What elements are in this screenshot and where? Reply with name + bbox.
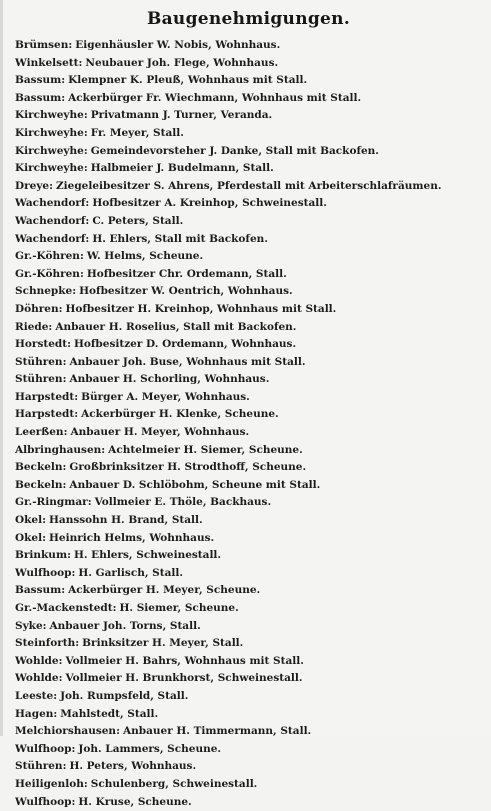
entry-separator: : [83,126,88,139]
entry-separator: : [87,496,92,509]
entry-place: Stühren [15,355,63,368]
entry-place: Okel [15,531,43,544]
entry-separator: : [71,566,76,579]
list-item [15,653,489,671]
entry-text: Anbauer D. Schlöbohm, Scheune mit Stall. [69,478,321,491]
entry-separator: : [58,654,63,667]
entry-text: H. Kruse, Scheune. [78,795,192,808]
entry-separator: : [62,355,67,368]
entry-place: Gr.-Köhren [15,250,80,263]
list-item [15,723,489,741]
entry-separator: : [67,338,71,351]
entry-text: H. Ehlers, Stall mit Backofen. [92,232,268,245]
entry-text: C. Peters, Stall. [92,214,184,227]
entry-text: Schulenberg, Schweinestall. [90,777,258,790]
entry-separator: : [42,619,47,632]
list-item [15,565,489,583]
entry-text: Vollmeier H. Brunkhorst, Schweinestall. [65,672,303,685]
entry-place: Kirchweyhe [15,109,84,122]
entry-text: Hofbesitzer A. Kreinhop, Schweinestall. [92,197,327,210]
entry-place: Wulfhoop [15,742,72,755]
entry-text: H. Ehlers, Schweinestall. [73,549,222,562]
list-item [15,336,489,354]
entry-separator: : [58,672,63,685]
entry-text: Halbmeier J. Budelmann, Stall. [90,162,274,175]
entry-separator: : [63,426,68,439]
entry-place: Stühren [15,760,63,773]
entry-place: Gr.-Mackenstedt [15,602,113,614]
entry-text: Vollmeier E. Thöle, Backhaus. [94,496,272,509]
entry-text: Anbauer H. Schorling, Wohnhaus. [69,373,270,386]
entry-separator: : [62,461,67,474]
entry-text: Anbauer H. Meyer, Wohnhaus. [70,426,250,439]
entry-separator: : [112,602,117,614]
entry-text: Hanssohn H. Brand, Stall. [48,514,203,527]
entry-place: Schnepke [15,285,73,298]
entry-separator: : [71,795,76,808]
entry-place: Stühren [15,373,63,386]
list-item [15,195,489,213]
entry-text: Anbauer H. Timmermann, Stall. [122,725,312,738]
list-item [15,107,489,125]
entry-text: H. Garlisch, Stall. [78,566,184,579]
entry-separator: : [42,514,46,527]
entry-text: W. Helms, Scheune. [86,250,204,263]
list-item [15,635,489,653]
list-item [15,90,489,108]
entry-place: Horstedt [15,338,68,351]
entry-separator: : [61,91,66,104]
entry-place: Harpstedt [15,390,75,403]
entry-text: Fr. Meyer, Stall. [90,126,184,139]
entry-text: Achtelmeier H. Siemer, Scheune. [108,443,303,456]
list-item [15,266,489,284]
list-item [15,600,489,618]
entry-separator: : [62,373,67,386]
entry-place: Wohlde [15,672,59,685]
entry-separator: : [53,689,58,702]
page-title: Baugenehmigungen. [146,9,351,29]
entry-place: Melchiorshausen [15,725,117,738]
list-item [15,371,489,389]
entry-place: Bassum [15,584,62,597]
list-item [15,37,489,55]
entry-place: Wachendorf [15,197,86,210]
entry-separator: : [62,478,67,491]
entry-separator: : [101,443,106,456]
entry-text: Neubauer Joh. Flege, Wohnhaus. [85,56,279,69]
entry-text: Hofbesitzer D. Ordemann, Wohnhaus. [73,338,297,351]
list-item [15,389,489,407]
entry-separator: : [68,39,73,51]
list-item [15,213,489,231]
entry-place: Leerßen [15,426,64,439]
entry-place: Beckeln [15,461,63,474]
entry-place: Wachendorf [15,214,86,227]
entry-text: Ackerbürger Fr. Wiechmann, Wohnhaus mit Stall. [68,91,362,104]
entry-separator: : [49,179,53,192]
list-item [15,354,489,372]
entry-place: Gr.-Köhren [15,267,80,280]
entry-text: Vollmeier H. Bahrs, Wohnhaus mit Stall. [65,654,304,667]
entry-text: Anbauer Joh. Buse, Wohnhaus mit Stall. [69,355,306,368]
entry-place: Kirchweyhe [15,162,84,175]
entry-place: Beckeln [15,478,63,491]
entry-separator: : [75,637,80,650]
entry-text: Hofbesitzer H. Kreinhop, Wohnhaus mit Stall. [65,302,337,315]
entry-place: Kirchweyhe [15,144,84,157]
list-item [15,477,489,495]
entry-separator: : [74,408,79,421]
entry-text: Privatmann J. Turner, Veranda. [90,109,273,122]
list-item [15,706,489,724]
list-item [15,125,489,143]
entry-text: H. Peters, Wohnhaus. [69,760,197,773]
entry-separator: : [83,162,88,175]
entry-separator: : [79,267,84,280]
entry-text: Eigenhäusler W. Nobis, Wohnhaus. [75,39,281,51]
list-item [15,160,489,178]
list-item [15,582,489,600]
entry-place: Bassum [15,74,62,87]
list-item [15,442,489,460]
entry-text: Anbauer Joh. Torns, Stall. [49,619,201,632]
entry-separator: : [61,584,66,597]
entry-separator: : [61,74,66,87]
entry-place: Gr.-Ringmar [15,496,88,509]
entry-place: Winkelsett [15,56,79,69]
entry-separator: : [58,302,63,315]
entry-separator: : [85,214,90,227]
list-item [15,794,489,811]
entry-text: Klempner K. Pleuß, Wohnhaus mit Stall. [68,74,308,87]
entry-place: Wulfhoop [15,566,72,579]
list-item [15,688,489,706]
entry-text: Gemeindevorsteher J. Danke, Stall mit Backofen. [90,144,379,157]
list-item [15,301,489,319]
list-item [15,283,489,301]
list-item [15,741,489,759]
entry-separator: : [83,144,88,157]
entry-separator: : [83,109,88,122]
entry-separator: : [67,549,71,562]
list-item [15,178,489,196]
entry-place: Bassum [15,91,62,104]
entry-separator: : [71,742,76,755]
entry-text: Bürger A. Meyer, Wohnhaus. [81,390,250,403]
entry-place: Wulfhoop [15,795,72,808]
entry-place: Brinkum [15,549,68,562]
entry-text: Ziegeleibesitzer S. Ahrens, Pferdestall mit Arbeiterschlafräumen. [56,179,442,192]
list-item [15,459,489,477]
entry-separator: : [79,250,84,263]
list-item [15,512,489,530]
entry-place: Steinforth [15,637,76,650]
list-item [15,670,489,688]
entry-place: Riede [15,320,49,333]
list-item [15,406,489,424]
list-item [15,319,489,337]
entry-separator: : [116,725,120,738]
entry-text: Ackerbürger H. Meyer, Scheune. [68,584,261,597]
list-item [15,248,489,266]
entry-separator: : [85,232,90,245]
entry-place: Okel [15,514,43,527]
entry-text: Heinrich Helms, Wohnhaus. [48,531,215,544]
entry-separator: : [53,707,58,720]
list-item [15,231,489,249]
list-item [15,758,489,776]
entry-place: Albringhausen [15,443,102,456]
entry-separator: : [85,197,90,210]
list-item [15,776,489,794]
entry-place: Heiligenloh [15,777,84,790]
entry-text: Hofbesitzer Chr. Ordemann, Stall. [86,267,287,280]
list-item [15,494,489,512]
permit-list [15,37,489,811]
entry-place: Hagen [15,707,54,720]
entry-separator: : [78,56,83,69]
list-item [15,72,489,90]
entry-separator: : [42,531,46,544]
entry-text: Ackerbürger H. Klenke, Scheune. [81,408,279,421]
entry-place: Döhren [15,302,59,315]
entry-separator: : [74,390,79,403]
entry-text: Joh. Rumpsfeld, Stall. [60,689,189,702]
entry-text: Hofbesitzer W. Oentrich, Wohnhaus. [79,285,293,298]
entry-separator: : [48,320,53,333]
entry-place: Dreye [15,179,50,192]
list-item [15,424,489,442]
list-item [15,530,489,548]
entry-text: Großbrinksitzer H. Strodthoff, Scheune. [69,461,307,474]
entry-text: Anbauer H. Roselius, Stall mit Backofen. [55,320,297,333]
entry-separator: : [72,285,77,298]
entry-place: Wohlde [15,654,59,667]
entry-separator: : [83,777,88,790]
entry-place: Brümsen [15,39,69,51]
list-item [15,618,489,636]
entry-place: Syke [15,619,43,632]
entry-text: H. Siemer, Scheune. [119,602,239,614]
entry-place: Harpstedt [15,408,75,421]
entry-text: Joh. Lammers, Scheune. [78,742,222,755]
entry-place: Leeste [15,689,54,702]
entry-place: Wachendorf [15,232,86,245]
entry-separator: : [62,760,67,773]
entry-text: Mahlstedt, Stall. [60,707,159,720]
entry-place: Kirchweyhe [15,126,84,139]
list-item [15,55,489,73]
list-item [15,143,489,161]
entry-text: Brinksitzer H. Meyer, Stall. [82,637,244,650]
list-item [15,547,489,565]
